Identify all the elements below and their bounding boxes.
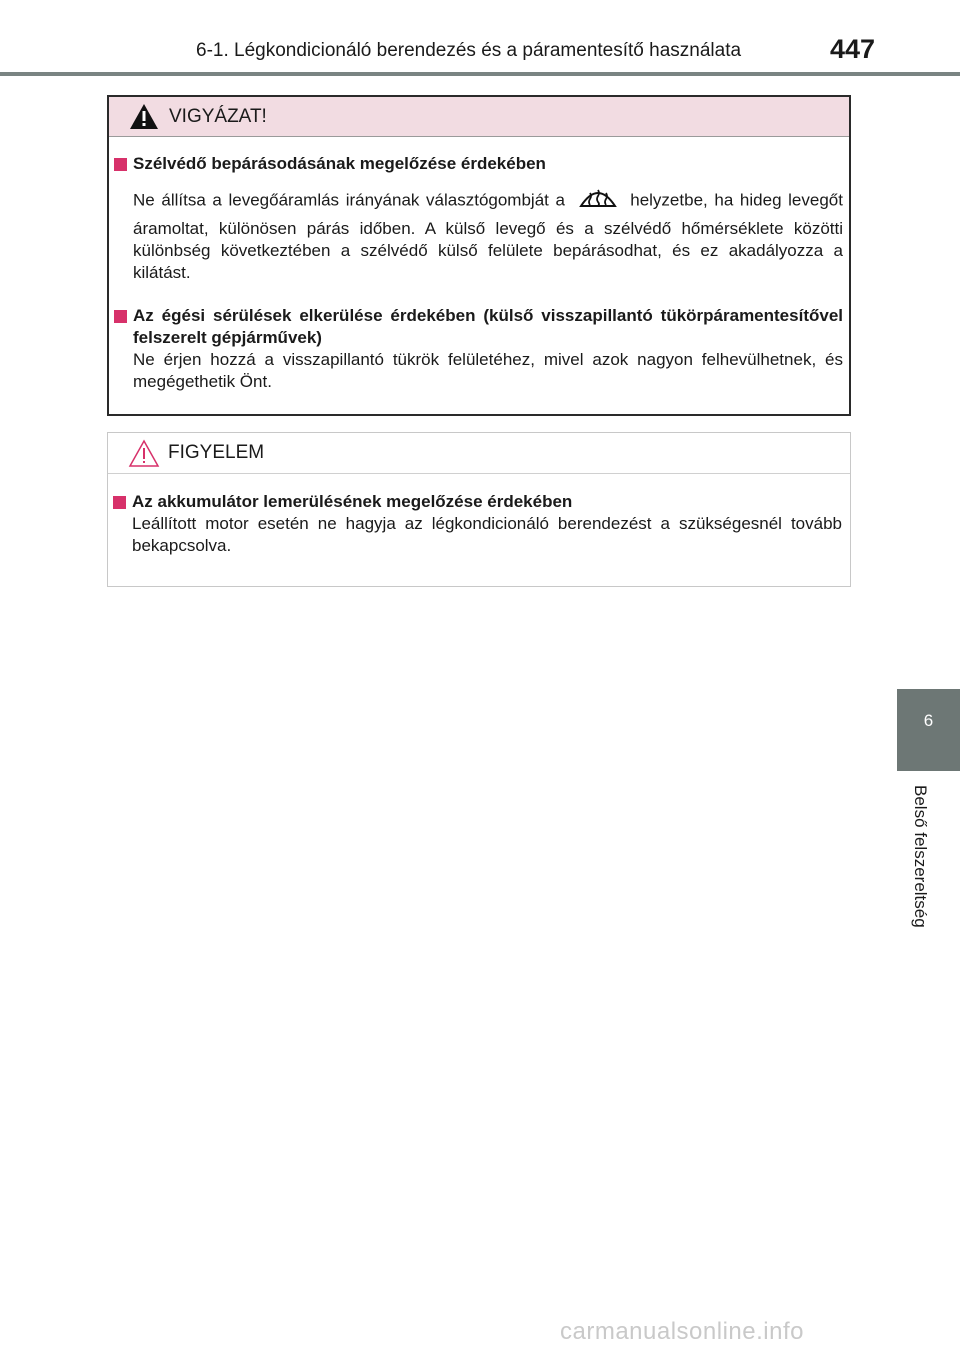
notice-section-text: Leállított motor esetén ne hagyja az légkondicionáló berendezést a szükségesnél tovább bekapcsolva.: [132, 514, 842, 555]
watermark: carmanualsonline.info: [560, 1318, 804, 1345]
notice-label: FIGYELEM: [168, 442, 265, 463]
warning-section-1: [109, 153, 853, 284]
header-rule: [0, 72, 960, 76]
chapter-label: Belső felszereltség: [911, 785, 930, 928]
chapter-number: 6: [923, 711, 934, 730]
notice-box: [107, 432, 851, 587]
warning-triangle-icon: [129, 103, 159, 135]
page-header-title: 6-1. Légkondicionáló berendezés és a páramentesítő használata: [196, 40, 742, 61]
chapter-tab: [897, 689, 960, 771]
bullet-square-icon: [114, 310, 127, 323]
bullet-square-icon: [113, 496, 126, 509]
warning-section-text: Ne érjen hozzá a visszapillantó tükrök felületéhez, mivel azok nagyon felhevülhetnek, és megégethetik Önt.: [133, 350, 843, 391]
warning-label: VIGYÁZAT!: [169, 106, 267, 127]
bullet-square-icon: [114, 158, 127, 171]
warning-box: [107, 95, 851, 416]
notice-section-title: Az akkumulátor lemerülésének megelőzése érdekében: [108, 491, 852, 513]
warning-box-header: [109, 97, 849, 137]
warning-section-title: Az égési sérülések elkerülése érdekében (külső visszapillantó tükörpáramentesítővel felszerelt gépjárművek): [109, 305, 853, 349]
notice-section-1: [108, 491, 852, 557]
notice-triangle-icon: [128, 439, 160, 473]
warning-section-2: [109, 305, 853, 393]
windshield-defroster-icon: [578, 184, 618, 218]
warning-section-text: Ne állítsa a levegőáramlás irányának választógombját a helyzetbe, ha hideg levegőt áramoltat, különösen párás időben. A külső levegő és a szélvédő hőmérséklete közötti különbség következtében a szélvédő külső felülete bepárásodhat, és ez akadályozza a kilátást.: [109, 184, 853, 284]
notice-box-header: [108, 433, 850, 474]
page-number: 447: [830, 34, 876, 64]
warning-section-title: Szélvédő bepárásodásának megelőzése érdekében: [109, 153, 853, 175]
